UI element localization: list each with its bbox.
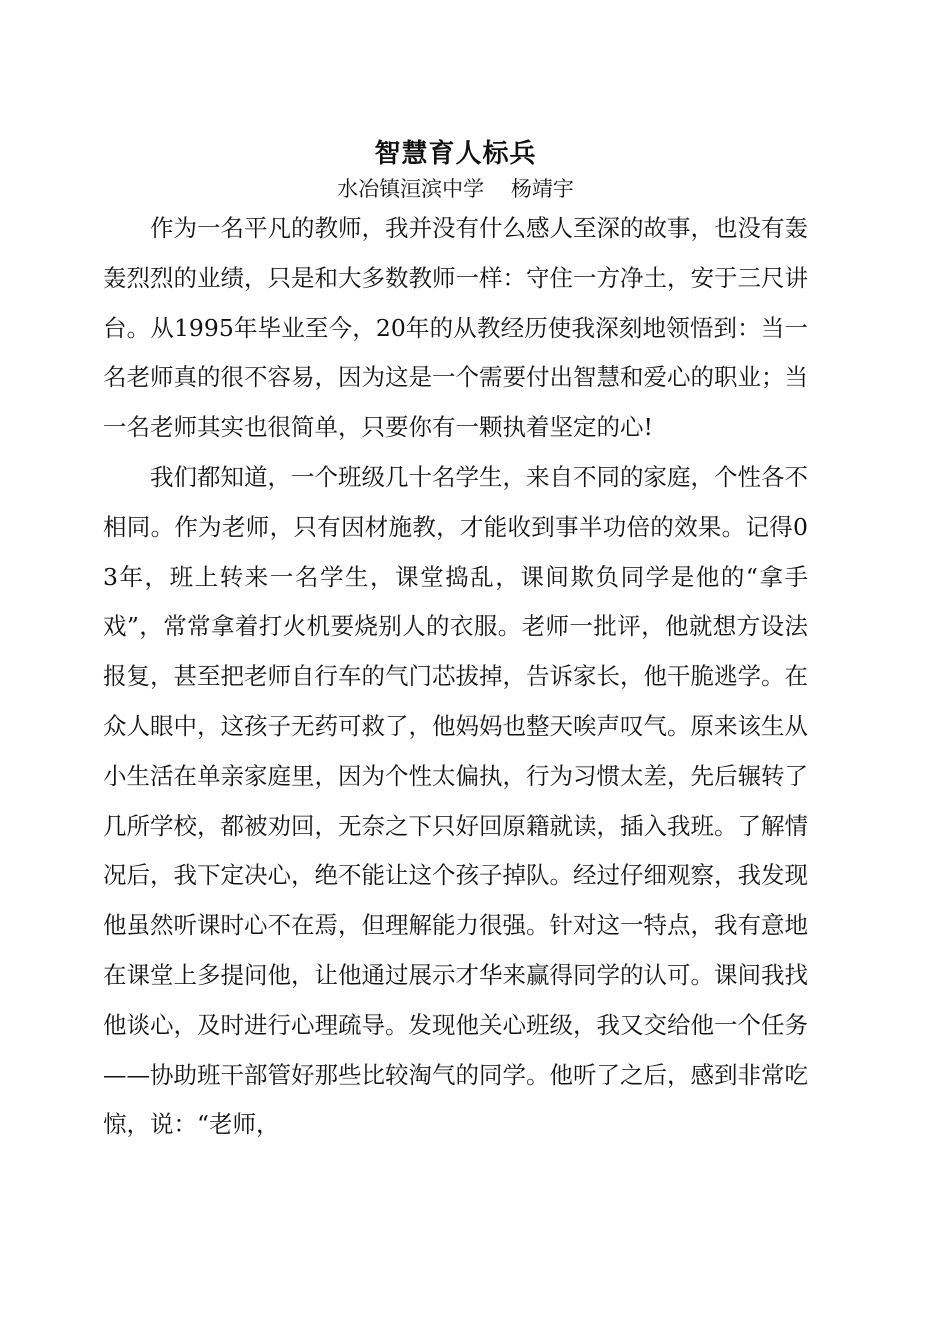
- document-page: [103, 124, 808, 1150]
- document-byline: 水冶镇洹滨中学 杨靖宇: [337, 177, 574, 201]
- paragraph-1: 作为一名平凡的教师，我并没有什么感人至深的故事，也没有轰轰烈烈的业绩，只是和大多数教师一样：守住一方净土，安于三尺讲台。从1995年毕业至今，20年的从教经历使我深刻地领悟到：当一名老师真的很不容易，因为这是一个需要付出智慧和爱心的职业；当一名老师其实也很简单，只要你有一颗执着坚定的心!: [103, 214, 808, 442]
- paragraph-2: 我们都知道，一个班级几十名学生，来自不同的家庭，个性各不相同。作为老师，只有因材施教，才能收到事半功倍的效果。记得03年，班上转来一名学生，课堂捣乱，课间欺负同学是他的“拿手戏”，常常拿着打火机要烧别人的衣服。老师一批评，他就想方设法报复，甚至把老师自行车的气门芯拔掉，告诉家长，他干脆逃学。在众人眼中，这孩子无药可救了，他妈妈也整天唉声叹气。原来该生从小生活在单亲家庭里，因为个性太偏执，行为习惯太差，先后辗转了几所学校，都被劝回，无奈之下只好回原籍就读，插入我班。了解情况后，我下定决心，绝不能让这个孩子掉队。经过仔细观察，我发现他虽然听课时心不在焉，但理解能力很强。针对这一特点，我有意地在课堂上多提问他，让他通过展示才华来赢得同学的认可。课间我找他谈心，及时进行心理疏导。发现他关心班级，我又交给他一个任务——协助班干部管好那些比较淘气的同学。他听了之后，感到非常吃惊，说：“老师，: [103, 462, 808, 1139]
- document-title: 智慧育人标兵: [374, 139, 537, 169]
